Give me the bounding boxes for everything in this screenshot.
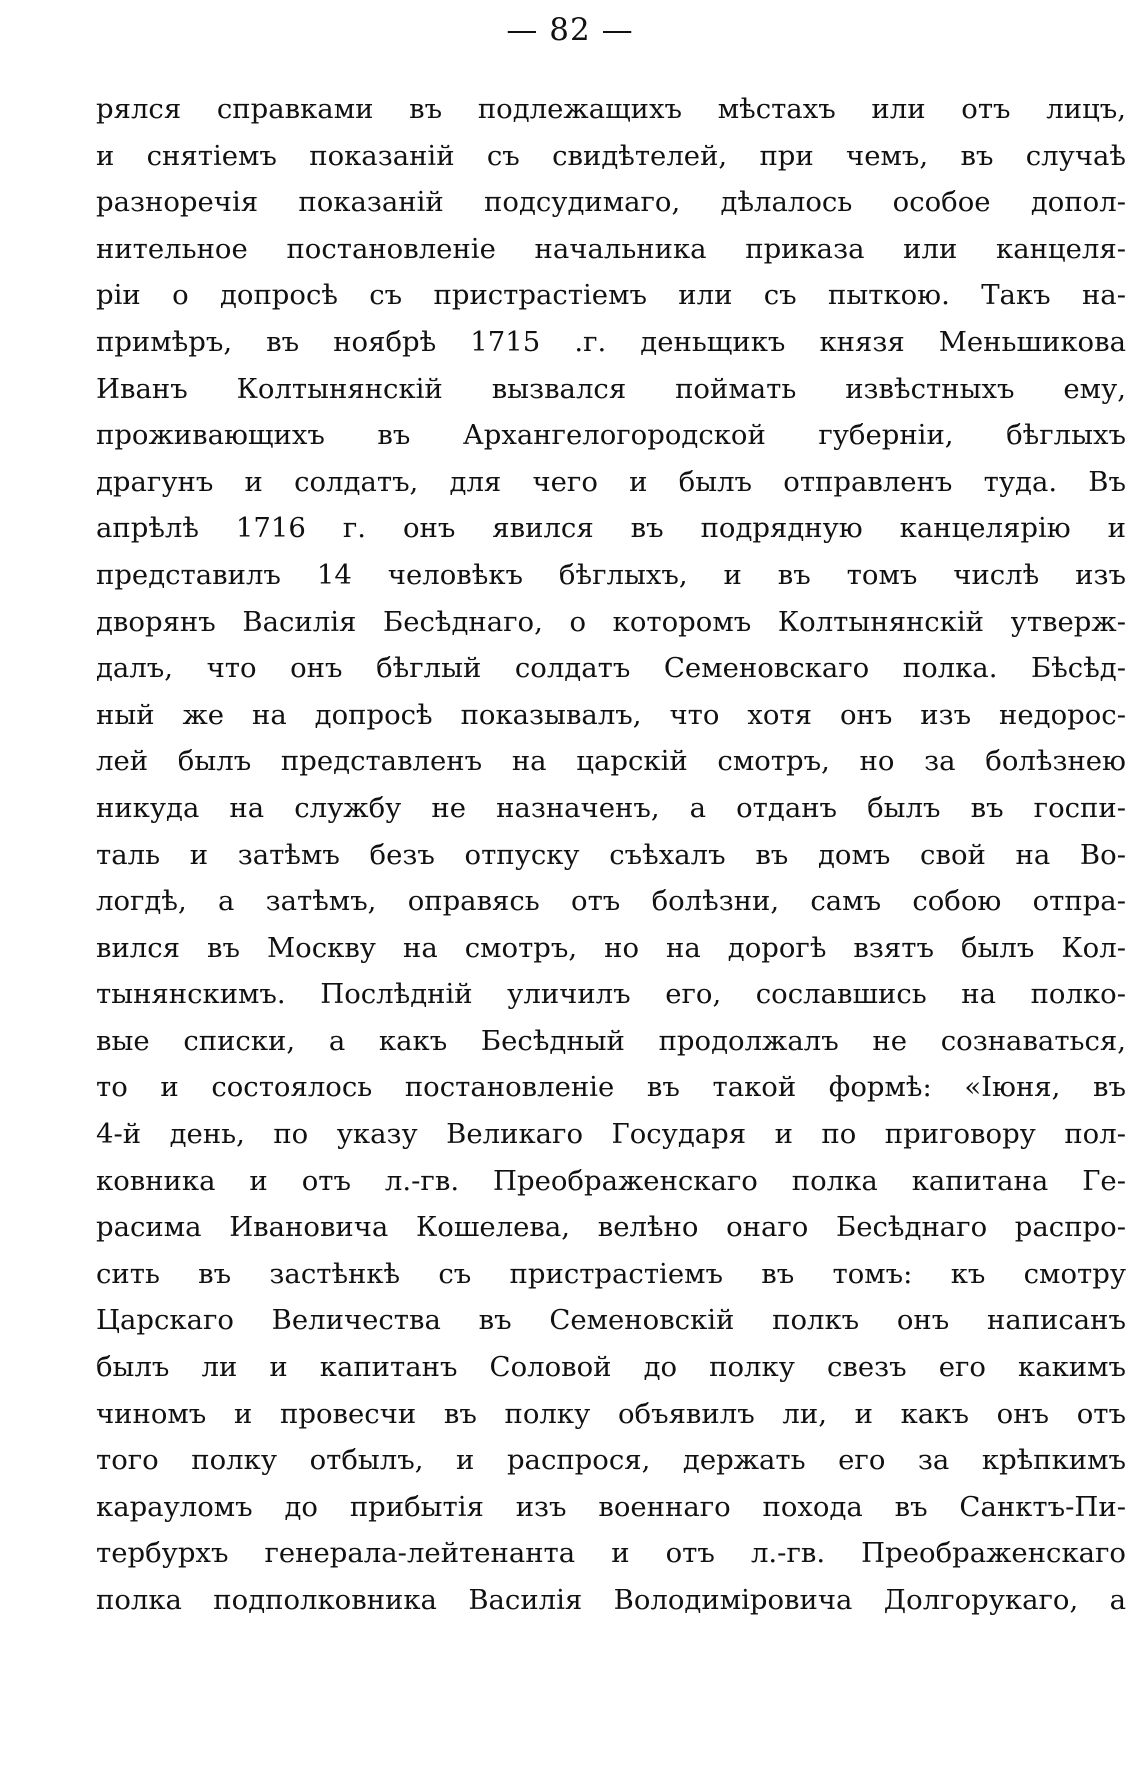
text-line: того полку отбылъ, и распрося, держать его за крѣпкимъ [96,1444,1126,1477]
text-line: дворянъ Василія Бесѣднаго, о которомъ Колтынянскій утверж- [96,605,1126,638]
text-line: то и состоялось постановленіе въ такой формѣ: «Іюня, въ [96,1071,1126,1104]
text-line: ный же на допросѣ показывалъ, что хотя онъ изъ недорос- [96,698,1126,731]
text-line: 4-й день, по указу Великаго Государя и по приговору пол- [96,1118,1126,1151]
text-line: ріи о допросѣ съ пристрастіемъ или съ пыткою. Такъ на- [96,279,1126,312]
text-line: таль и затѣмъ безъ отпуску съѣхалъ въ домъ свой на Во- [96,838,1126,871]
text-line: Царскаго Величества въ Семеновскій полкъ онъ написанъ [96,1304,1126,1337]
text-line: примѣръ, въ ноябрѣ 1715 .г. деньщикъ князя Меньшикова [96,325,1126,358]
text-line: и снятіемъ показаній съ свидѣтелей, при чемъ, въ случаѣ [96,139,1126,172]
text-line: былъ ли и капитанъ Соловой до полку свезъ его какимъ [96,1351,1126,1384]
text-line: Иванъ Колтынянскій вызвался поймать извѣстныхъ ему, [96,372,1126,405]
text-line: никуда на службу не назначенъ, а отданъ былъ въ госпи- [96,791,1126,824]
text-line: вые списки, а какъ Бесѣдный продолжалъ не сознаваться, [96,1024,1126,1057]
text-line: рялся справками въ подлежащихъ мѣстахъ или отъ лицъ, [96,93,1126,125]
text-line: разноречія показаній подсудимаго, дѣлалось особое допол- [96,186,1126,219]
page-number: — 82 — [506,12,634,48]
text-line: ковника и отъ л.-гв. Преображенскаго полка капитана Ге- [96,1164,1126,1197]
text-line: драгунъ и солдатъ, для чего и былъ отправленъ туда. Въ [96,465,1126,498]
text-line: вился въ Москву на смотръ, но на дорогѣ взятъ былъ Кол- [96,931,1126,964]
text-line: нительное постановленіе начальника приказа или канцеля- [96,232,1126,265]
text-line: представилъ 14 человѣкъ бѣглыхъ, и въ томъ числѣ изъ [96,558,1126,591]
text-line: проживающихъ въ Архангелогородской губерніи, бѣглыхъ [96,419,1126,452]
text-line: далъ, что онъ бѣглый солдатъ Семеновскаго полка. Бѣсѣд- [96,652,1126,685]
text-line: логдѣ, а затѣмъ, оправясь отъ болѣзни, самъ собою отпра- [96,885,1126,918]
text-line: апрѣлѣ 1716 г. онъ явился въ подрядную канцелярію и [96,512,1126,545]
text-line: тынянскимъ. Послѣдній уличилъ его, сославшись на полко- [96,978,1126,1011]
text-line: расима Ивановича Кошелева, велѣно онаго Бесѣднаго распро- [96,1211,1126,1244]
text-line: полка подполковника Василія Володиміровича Долгорукаго, а [96,1584,1126,1616]
text-line: сить въ застѣнкѣ съ пристрастіемъ въ томъ: къ смотру [96,1257,1126,1290]
text-line: карауломъ до прибытія изъ военнаго похода въ Санктъ-Пи- [96,1490,1126,1523]
body-text [96,86,1126,1624]
text-line: лей былъ представленъ на царскій смотръ, но за болѣзнею [96,745,1126,778]
text-line: чиномъ и провесчи въ полку объявилъ ли, и какъ онъ отъ [96,1397,1126,1430]
text-line: тербурхъ генерала-лейтенанта и отъ л.-гв. Преображенскаго [96,1537,1126,1570]
